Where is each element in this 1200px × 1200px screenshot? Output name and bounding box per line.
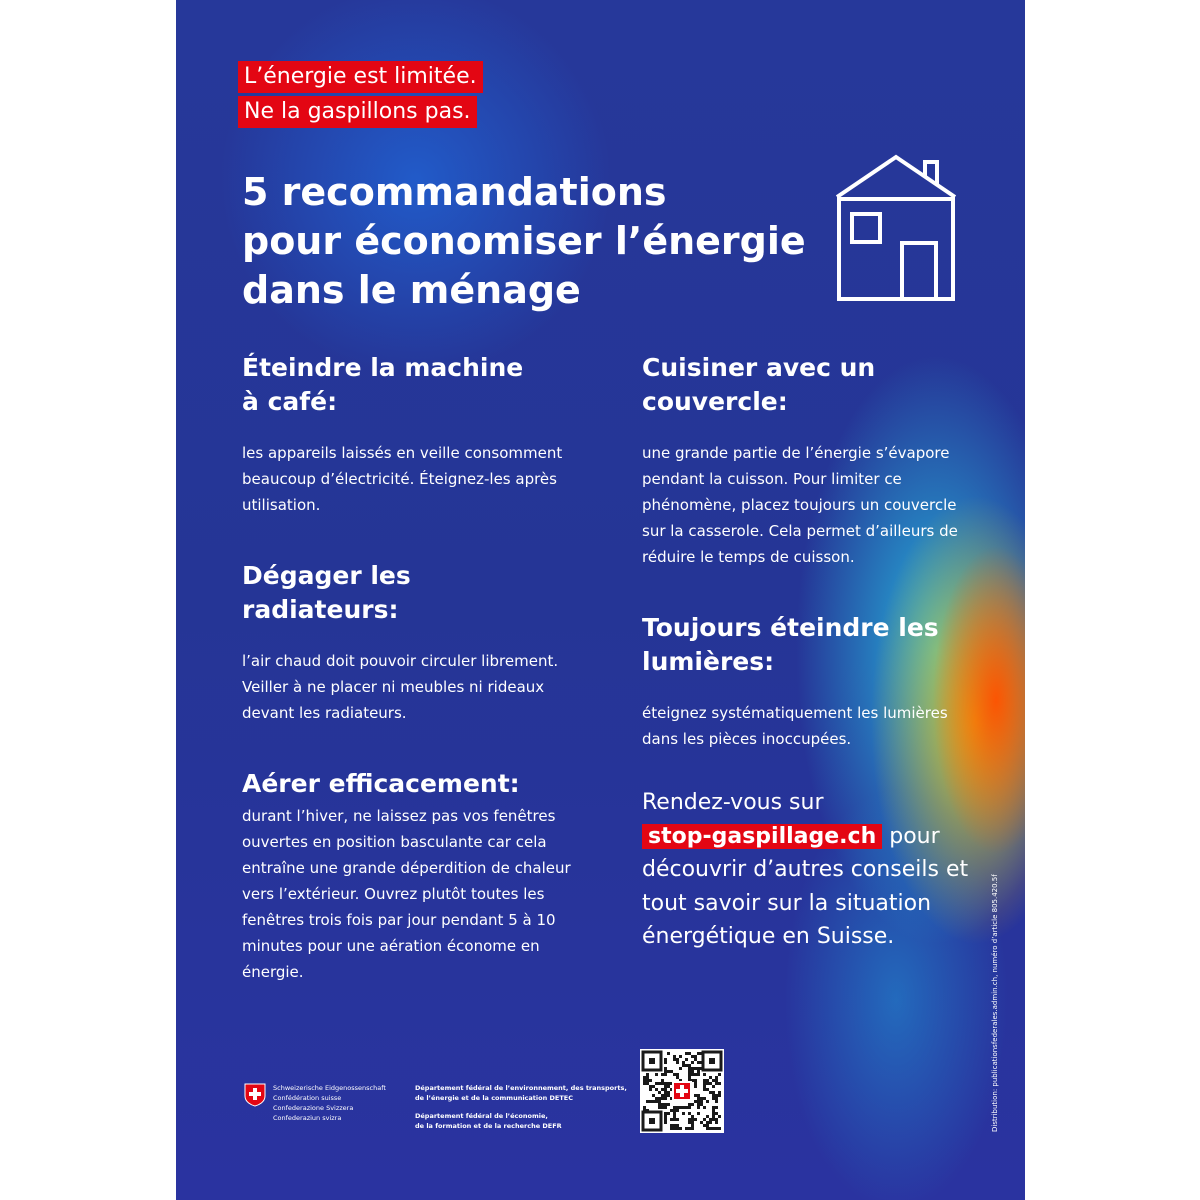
title-line-2: pour économiser l’énergie: [242, 219, 806, 263]
tip-title: [242, 559, 582, 627]
department-line: Département fédéral de l’économie,: [415, 1112, 548, 1120]
poster-title: [242, 168, 822, 315]
confederation-names: [273, 1083, 386, 1123]
tagline-line-1: [238, 61, 483, 93]
tip-title: [642, 611, 982, 679]
tip-ventilation: [242, 767, 582, 985]
tip-text: les appareils laissés en veille consomment beaucoup d’électricité. Éteignez-les après utilisation.: [242, 444, 563, 514]
tip-title-line: radiateurs:: [242, 595, 399, 624]
tip-title-line: à café:: [242, 387, 338, 416]
tip-title: [242, 351, 582, 419]
website-link[interactable]: stop-gaspillage.ch: [642, 824, 882, 849]
qr-code[interactable]: [640, 1049, 724, 1133]
tip-title: [242, 767, 582, 801]
swiss-cross-icon: [244, 1083, 266, 1107]
tip-title-line: Éteindre la machine: [242, 353, 524, 382]
confederation-name: Confederaziun svizra: [273, 1114, 342, 1122]
tip-lights: [642, 611, 982, 752]
confederation-name: Confédération suisse: [273, 1094, 342, 1102]
poster: [176, 0, 1025, 1200]
tip-text: l’air chaud doit pouvoir circuler librement. Veiller à ne placer ni meubles ni rideaux devant les radiateurs.: [242, 652, 559, 722]
cta-intro: Rendez-vous sur: [642, 790, 824, 815]
tip-text: éteignez systématiquement les lumières dans les pièces inoccupées.: [642, 704, 948, 748]
tip-text: une grande partie de l’énergie s’évapore pendant la cuisson. Pour limiter ce phénomène, placez toujours un couvercle sur la casserole. Cela permet d’ailleurs de réduire le temps de cuisson.: [642, 444, 958, 566]
department-line: de l’énergie et de la communication DETEC: [415, 1094, 573, 1102]
confederation-name: Confederazione Svizzera: [273, 1104, 354, 1112]
tip-title: [642, 351, 982, 419]
department-defr: [415, 1111, 627, 1131]
tagline-line-2: [238, 96, 477, 128]
department-line: de la formation et de la recherche DEFR: [415, 1122, 562, 1130]
confederation-name: Schweizerische Eidgenossenschaft: [273, 1084, 386, 1092]
tip-title-line: Dégager les: [242, 561, 411, 590]
title-line-1: 5 recommandations: [242, 170, 667, 214]
tip-text: durant l’hiver, ne laissez pas vos fenêtres ouvertes en position basculante car cela entraîne une grande déperdition de chaleur vers l’extérieur. Ouvrez plutôt toutes les fenêtres trois fois par jour pendant 5 à 10 minutes pour une aération économe en énergie.: [242, 807, 571, 981]
tip-cooking-lid: [642, 351, 982, 570]
distribution-note: Distribution: publicationsfederales.admin.ch, numéro d’article 805.420.5f: [991, 874, 999, 1132]
tip-title-line: Aérer efficacement:: [242, 769, 520, 798]
department-names: [415, 1083, 627, 1139]
department-detec: [415, 1083, 627, 1103]
tagline-text-1: L’énergie est limitée.: [238, 61, 483, 93]
tip-radiators: [242, 559, 582, 726]
tip-title-line: Cuisiner avec un: [642, 353, 876, 382]
department-line: Département fédéral de l’environnement, des transports,: [415, 1084, 627, 1092]
tagline-text-2: Ne la gaspillons pas.: [238, 96, 477, 128]
title-line-3: dans le ménage: [242, 268, 581, 312]
tip-title-line: Toujours éteindre les: [642, 613, 939, 642]
cta-outro: pour découvrir d’autres conseils et tout savoir sur la situation énergétique en Suisse.: [642, 823, 969, 949]
tip-title-line: lumières:: [642, 647, 775, 676]
house-icon: [834, 152, 958, 304]
tip-title-line: couvercle:: [642, 387, 788, 416]
call-to-action: [642, 786, 982, 954]
tip-coffee-machine: [242, 351, 582, 518]
